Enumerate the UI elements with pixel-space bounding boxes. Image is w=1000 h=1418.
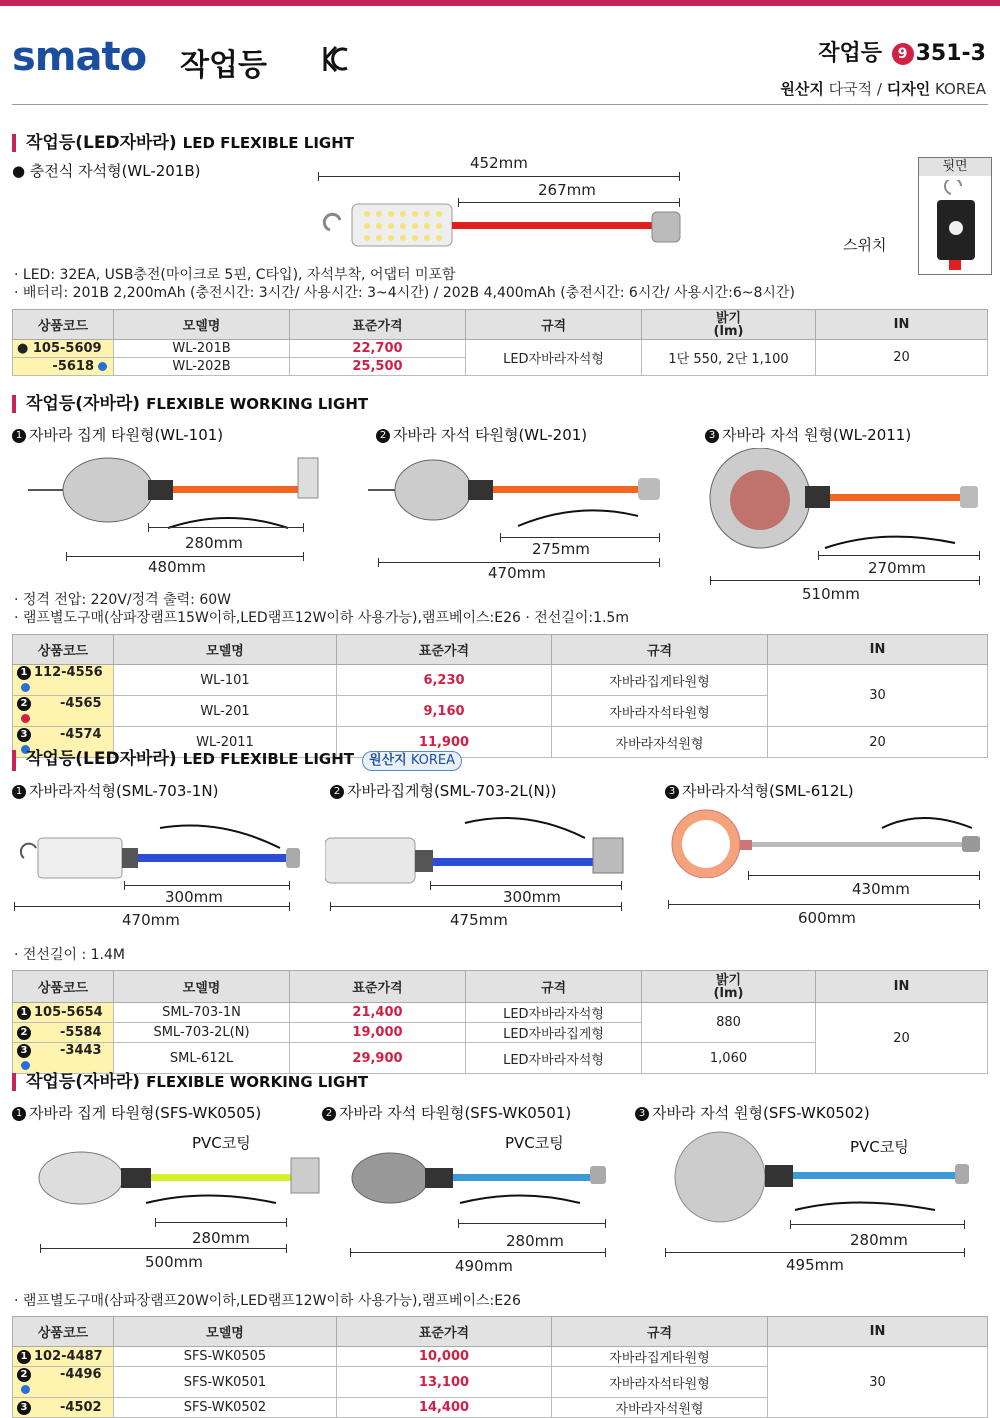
dimension-line <box>124 885 290 886</box>
switch-callout: 스위치 <box>843 236 887 254</box>
price: 14,400 <box>337 1398 552 1418</box>
back-view-label: 뒷면 <box>919 158 991 176</box>
dimension-line <box>668 904 980 905</box>
model-name: SML-612L <box>114 1043 290 1074</box>
product-label: 1 자바라 집게 타원형(WL-101) <box>12 424 223 445</box>
dimension-label: 280mm <box>850 1231 908 1249</box>
back-view-box <box>918 157 992 275</box>
product-image-wl201 <box>368 448 668 538</box>
model-name: WL-201 <box>114 696 337 727</box>
spec-note: · LED: 32EA, USB충전(마이크로 5핀, C타입), 자석부착, 어댑터 미포함 <box>14 267 456 283</box>
price: 13,100 <box>337 1367 552 1398</box>
product-table <box>12 634 988 758</box>
price: 10,000 <box>337 1347 552 1367</box>
product-image-sfs-wk0501 <box>350 1148 610 1218</box>
dimension-label: 300mm <box>165 888 223 906</box>
price: 29,900 <box>290 1043 466 1074</box>
dimension-line <box>818 555 980 556</box>
brand-logo: smato <box>12 34 147 80</box>
spec: LED자바라집게형 <box>466 1023 642 1043</box>
dimension-label: 267mm <box>538 181 596 199</box>
col-header: 규격 <box>552 635 768 665</box>
col-header: 상품코드 <box>13 971 114 1003</box>
dimension-line <box>155 1222 287 1223</box>
origin-info: 원산지 다국적 / 디자인 KOREA <box>780 80 986 98</box>
col-header: 모델명 <box>114 971 290 1003</box>
price: 22,700 <box>290 340 466 358</box>
product-image-sml703-2l <box>325 808 630 888</box>
product-table <box>12 1316 988 1418</box>
page-title: 작업등 <box>180 48 267 83</box>
col-header: IN <box>768 635 988 665</box>
product-code: 2 -4496 <box>13 1367 114 1398</box>
dimension-label: 470mm <box>122 911 180 929</box>
product-image-wl101 <box>28 448 338 538</box>
dimension-line <box>330 906 622 907</box>
catalog-code: 작업등 9 351-3 <box>818 41 986 66</box>
product-image-sfs-wk0502 <box>665 1130 970 1225</box>
dimension-label: 452mm <box>470 154 528 172</box>
product-label: 1 자바라 집게 타원형(SFS-WK0505) <box>12 1102 261 1123</box>
brightness: 1단 550, 2단 1,100 <box>642 340 816 376</box>
price: 9,160 <box>337 696 552 727</box>
dimension-label: 280mm <box>506 1232 564 1250</box>
kc-cert-icon <box>320 44 350 74</box>
dimension-label: 495mm <box>786 1256 844 1274</box>
product-label: 3 자바라 자석 원형(SFS-WK0502) <box>635 1102 870 1123</box>
in-qty: 30 <box>768 665 988 727</box>
col-header: 상품코드 <box>13 635 114 665</box>
spec: LED자바라자석형 <box>466 340 642 376</box>
dimension-label: 430mm <box>852 880 910 898</box>
spec: 자바라자석원형 <box>552 1398 768 1418</box>
dimension-line <box>318 176 680 177</box>
model-name: WL-101 <box>114 665 337 696</box>
model-name: SML-703-1N <box>114 1003 290 1023</box>
product-image-wl201b <box>312 200 692 250</box>
col-header: 규격 <box>552 1317 768 1347</box>
dimension-label: 280mm <box>185 534 243 552</box>
section-title: 작업등(자바라) FLEXIBLE WORKING LIGHT <box>12 395 368 413</box>
col-header: 규격 <box>466 310 642 340</box>
model-name: WL-202B <box>114 358 290 376</box>
in-qty: 20 <box>768 727 988 758</box>
divider <box>12 104 988 105</box>
color-dot-icon <box>21 683 30 692</box>
price: 25,500 <box>290 358 466 376</box>
dimension-line <box>378 562 660 563</box>
price: 19,000 <box>290 1023 466 1043</box>
col-header: 표준가격 <box>337 635 552 665</box>
spec-note: · 전선길이 : 1.4M <box>14 947 125 963</box>
col-header: IN <box>768 1317 988 1347</box>
model-name: SFS-WK0501 <box>114 1367 337 1398</box>
section-title: 작업등(LED자바라) LED FLEXIBLE LIGHT <box>12 134 354 152</box>
dimension-line <box>40 1248 287 1249</box>
spec: 자바라자석원형 <box>552 727 768 758</box>
product-code: 1 105-5654 <box>13 1003 114 1023</box>
dimension-label: 270mm <box>868 559 926 577</box>
section-title: 작업등(자바라) FLEXIBLE WORKING LIGHT <box>12 1073 368 1091</box>
price: 11,900 <box>337 727 552 758</box>
dimension-label: 500mm <box>145 1253 203 1271</box>
dimension-line <box>66 556 304 557</box>
product-label: 3 자바라자석형(SML-612L) <box>665 780 854 801</box>
product-image-sml612l <box>662 808 982 878</box>
col-header: 모델명 <box>114 635 337 665</box>
dimension-label: 600mm <box>798 909 856 927</box>
col-header: IN <box>816 971 988 1003</box>
spec-note: · 램프별도구매(삼파장램프20W이하,LED램프12W이하 사용가능),램프베이스:E26 <box>14 1293 521 1309</box>
brightness: 880 <box>642 1003 816 1043</box>
in-qty: 30 <box>768 1347 988 1418</box>
color-dot-icon <box>21 1385 30 1394</box>
product-label: 2 자바라 자석 타원형(WL-201) <box>376 424 587 445</box>
col-header: 표준가격 <box>290 310 466 340</box>
back-view-image <box>929 180 981 270</box>
col-header: 표준가격 <box>290 971 466 1003</box>
dimension-line <box>350 1252 606 1253</box>
dimension-line <box>430 885 622 886</box>
spec: 자바라자석타원형 <box>552 1367 768 1398</box>
product-code: 2 -4565 <box>13 696 114 727</box>
model-name: WL-201B <box>114 340 290 358</box>
product-table <box>12 309 988 376</box>
col-header: 밝기 (lm) <box>642 310 816 340</box>
top-accent-bar <box>0 0 1000 6</box>
product-code: 1 102-4487 <box>13 1347 114 1367</box>
spec-note: · 램프별도구매(삼파장램프15W이하,LED램프12W이하 사용가능),램프베이스:E26 · 전선길이:1.5m <box>14 610 629 626</box>
color-dot-icon <box>21 1061 30 1070</box>
product-label: 2 자바라집게형(SML-703-2L(N)) <box>330 780 556 801</box>
dimension-line <box>665 1252 965 1253</box>
product-image-sfs-wk0505 <box>36 1148 326 1218</box>
spec: LED자바라자석형 <box>466 1003 642 1023</box>
table-row <box>13 340 988 358</box>
col-header: 상품코드 <box>13 310 114 340</box>
product-code: 3 -4574 <box>13 727 114 758</box>
product-code: 3 -4502 <box>13 1398 114 1418</box>
spec: 자바라자석타원형 <box>552 696 768 727</box>
section-title: 작업등(LED자바라) LED FLEXIBLE LIGHT 원산지 KOREA <box>12 750 462 771</box>
price: 21,400 <box>290 1003 466 1023</box>
product-code: 3 -3443 <box>13 1043 114 1074</box>
dimension-label: 280mm <box>192 1229 250 1247</box>
dimension-label: 300mm <box>503 888 561 906</box>
spec-note: · 배터리: 201B 2,200mAh (충전시간: 3시간/ 사용시간: 3~4시간) / 202B 4,400mAh (충전시간: 6시간/ 사용시간:6~8시간) <box>14 285 795 301</box>
dimension-label: 490mm <box>455 1257 513 1275</box>
dimension-line <box>500 537 660 538</box>
dimension-label: 475mm <box>450 911 508 929</box>
dimension-label: 470mm <box>488 564 546 582</box>
dimension-line <box>14 906 290 907</box>
dimension-label: 275mm <box>532 540 590 558</box>
product-image-sml703-1n <box>10 818 300 883</box>
col-header: 밝기 (lm) <box>642 971 816 1003</box>
product-label: 2 자바라 자석 타원형(SFS-WK0501) <box>322 1102 571 1123</box>
dimension-label: 510mm <box>802 585 860 603</box>
col-header: 상품코드 <box>13 1317 114 1347</box>
product-code: 1 112-4556 <box>13 665 114 696</box>
color-dot-icon <box>98 362 107 371</box>
price: 6,230 <box>337 665 552 696</box>
col-header: 모델명 <box>114 1317 337 1347</box>
spec-note: · 정격 전압: 220V/정격 출력: 60W <box>14 592 231 608</box>
pvc-callout: PVC코팅 <box>505 1134 564 1152</box>
product-label: 3 자바라 자석 원형(WL-2011) <box>705 424 911 445</box>
dimension-line <box>790 1224 965 1225</box>
dimension-line <box>458 1223 606 1224</box>
product-table <box>12 970 988 1074</box>
brightness: 1,060 <box>642 1043 816 1074</box>
dimension-line <box>710 580 980 581</box>
dimension-label: 480mm <box>148 558 206 576</box>
color-dot-icon <box>21 714 30 723</box>
col-header: 모델명 <box>114 310 290 340</box>
dimension-line <box>748 875 980 876</box>
in-qty: 20 <box>816 1003 988 1074</box>
spec: 자바라집게타원형 <box>552 1347 768 1367</box>
col-header: IN <box>816 310 988 340</box>
product-subtitle: ● 충전식 자석형(WL-201B) <box>12 162 201 180</box>
in-qty: 20 <box>816 340 988 376</box>
spec: 자바라집게타원형 <box>552 665 768 696</box>
model-name: SML-703-2L(N) <box>114 1023 290 1043</box>
product-label: 1 자바라자석형(SML-703-1N) <box>12 780 218 801</box>
table-row <box>13 1347 988 1367</box>
product-code: ● 105-5609 <box>13 340 114 358</box>
table-row <box>13 665 988 696</box>
product-code: -5618 <box>13 358 114 376</box>
model-name: WL-2011 <box>114 727 337 758</box>
table-row <box>13 1003 988 1023</box>
product-code: 2 -5584 <box>13 1023 114 1043</box>
pvc-callout: PVC코팅 <box>850 1138 909 1156</box>
col-header: 표준가격 <box>337 1317 552 1347</box>
col-header: 규격 <box>466 971 642 1003</box>
model-name: SFS-WK0502 <box>114 1398 337 1418</box>
model-name: SFS-WK0505 <box>114 1347 337 1367</box>
spec: LED자바라자석형 <box>466 1043 642 1074</box>
origin-badge: 원산지 KOREA <box>362 751 462 771</box>
pvc-callout: PVC코팅 <box>192 1134 251 1152</box>
product-image-wl2011 <box>705 448 980 558</box>
dimension-line <box>148 527 304 528</box>
